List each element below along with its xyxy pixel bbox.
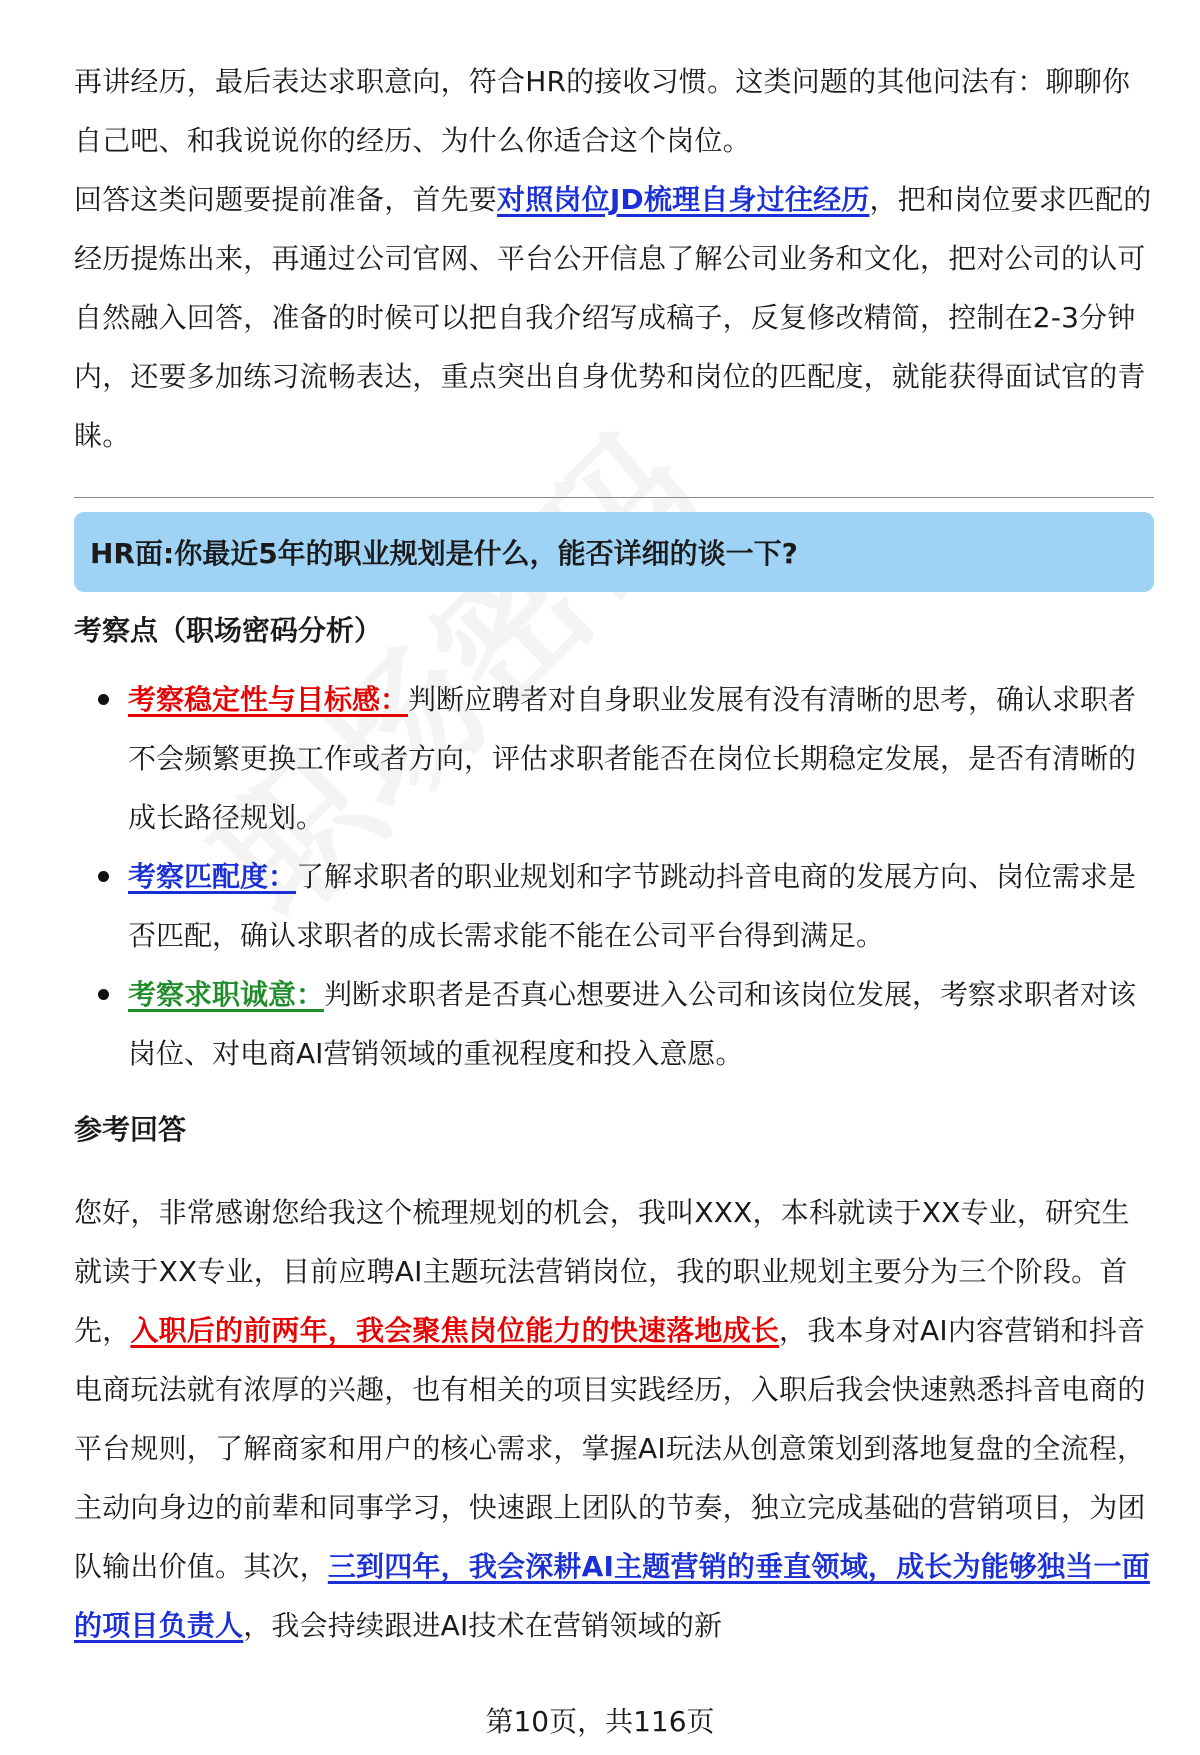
- reference-heading: 参考回答: [74, 1113, 187, 1146]
- page-number: 第10页，共116页: [485, 1705, 715, 1738]
- analysis-list: [74, 670, 1154, 1083]
- answer-part-2: ，我本身对AI内容营销和抖音电商玩法就有浓厚的兴趣，也有相关的项目实践经历，入职后我会快速熟悉抖音电商的平台规则，了解商家和用户的核心需求，掌握AI玩法从创意策划到落地复盘的全流程，主动向身边的前辈和同事学习，快速跟上团队的节奏，独立完成基础的营销项目，为团队输出价值。其次，: [74, 1314, 1146, 1583]
- section-divider: [74, 497, 1154, 498]
- answer-part-1: 您好，非常感谢您给我这个梳理规划的机会，我叫XXX，本科就读于XX专业，研究生就读于XX专业，目前应聘AI主题玩法营销岗位，我的职业规划主要分为三个阶段。首先，: [74, 1196, 1130, 1347]
- analysis-label: 考察匹配度：: [128, 860, 297, 893]
- intro-p2-after: ，把和岗位要求匹配的经历提炼出来，再通过公司官网、平台公开信息了解公司业务和文化，把对公司的认可自然融入回答，准备的时候可以把自我介绍写成稿子，反复修改精简，控制在2-3分钟内，还要多加练习流畅表达，重点突出自身优势和岗位的匹配度，就能获得面试官的青睐。: [74, 183, 1152, 452]
- analysis-item-sincerity: [74, 965, 1154, 1083]
- intro-paragraph-1: 再讲经历，最后表达求职意向，符合HR的接收习惯。这类问题的其他问法有：聊聊你自己吧、和我说说你的经历、为什么你适合这个岗位。: [74, 65, 1131, 157]
- analysis-item-match: [74, 847, 1154, 965]
- analysis-text: 判断应聘者对自身职业发展有没有清晰的思考，确认求职者不会频繁更换工作或者方向，评估求职者能否在岗位长期稳定发展，是否有清晰的成长路径规划。: [128, 683, 1137, 834]
- analysis-heading: 考察点（职场密码分析）: [74, 614, 383, 647]
- answer-part-3: ，我会持续跟进AI技术在营销领域的新: [243, 1609, 723, 1642]
- bullet-dot-icon: [98, 694, 109, 705]
- bullet-dot-icon: [98, 989, 109, 1000]
- analysis-label: 考察稳定性与目标感：: [128, 683, 409, 716]
- analysis-label: 考察求职诚意：: [128, 978, 325, 1011]
- analysis-item-stability: [74, 670, 1154, 847]
- question-banner: [74, 512, 1154, 592]
- bullet-dot-icon: [98, 871, 109, 882]
- analysis-text: 了解求职者的职业规划和字节跳动抖音电商的发展方向、岗位需求是否匹配，确认求职者的成长需求能不能在公司平台得到满足。: [128, 860, 1137, 952]
- question-title: HR面:你最近5年的职业规划是什么，能否详细的谈一下?: [90, 537, 798, 570]
- intro-paragraph-2: [74, 170, 1154, 465]
- analysis-text: 判断求职者是否真心想要进入公司和该岗位发展，考察求职者对该岗位、对电商AI营销领域的重视程度和投入意愿。: [128, 978, 1137, 1070]
- document-page: [74, 52, 1154, 1655]
- answer-highlight-1: 入职后的前两年，我会聚焦岗位能力的快速落地成长: [130, 1314, 780, 1347]
- answer-highlight-2: 三到四年，我会深耕AI主题营销的垂直领域，成长为能够独当一面的项目负责人: [74, 1550, 1150, 1642]
- intro-p2-highlight: 对照岗位JD梳理自身过往经历: [497, 183, 870, 216]
- intro-p2-before: 回答这类问题要提前准备，首先要: [74, 183, 498, 216]
- reference-answer: [74, 1183, 1154, 1655]
